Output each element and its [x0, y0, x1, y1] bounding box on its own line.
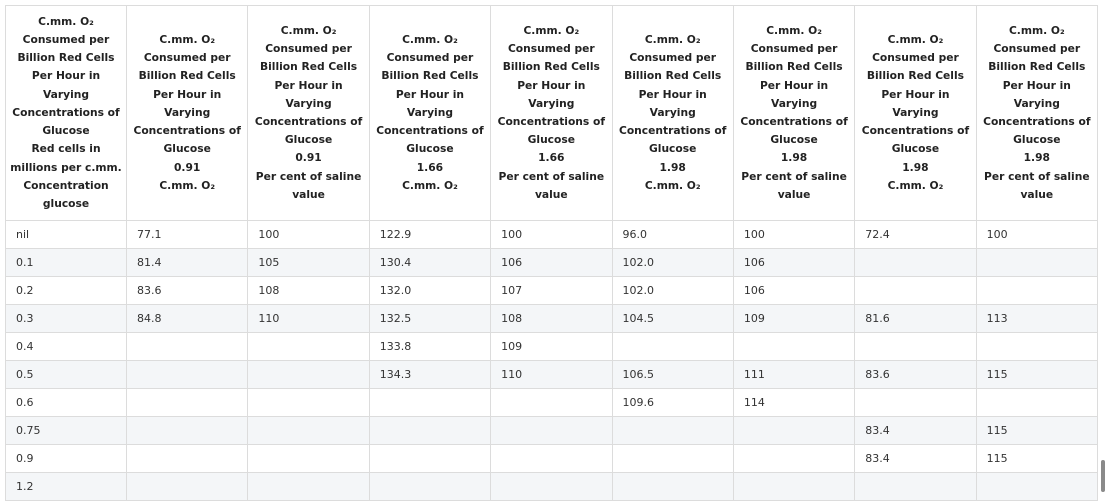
table-cell — [248, 473, 369, 501]
header-row — [6, 6, 1098, 221]
table-cell: 102.0 — [612, 277, 733, 305]
table-cell — [976, 333, 1097, 361]
column-header-1.98-cmm: C.mm. O₂ Consumed per Billion Red Cells Per Hour in Varying Concentrations of Glucose 1.98 C.mm. O₂ — [612, 6, 733, 221]
table-cell — [733, 333, 854, 361]
table-cell: 72.4 — [855, 221, 976, 249]
column-header-glucose-concentration: C.mm. O₂ Consumed per Billion Red Cells Per Hour in Varying Concentrations of Glucose Red cells in millions per c.mm. Concentration glucose — [6, 6, 127, 221]
row-label-cell: 0.4 — [6, 333, 127, 361]
table-cell: 77.1 — [127, 221, 248, 249]
table-cell — [491, 389, 612, 417]
table-cell — [855, 473, 976, 501]
table-cell — [855, 249, 976, 277]
table-cell: 110 — [248, 305, 369, 333]
table-cell: 83.4 — [855, 417, 976, 445]
row-label-cell: nil — [6, 221, 127, 249]
table-cell: 115 — [976, 417, 1097, 445]
row-label-cell: 0.6 — [6, 389, 127, 417]
table-cell — [369, 389, 490, 417]
table-row — [6, 473, 1098, 501]
table-cell — [733, 417, 854, 445]
table-cell: 130.4 — [369, 249, 490, 277]
data-table-container — [5, 5, 1097, 501]
table-cell: 134.3 — [369, 361, 490, 389]
table-cell — [248, 361, 369, 389]
table-cell — [248, 417, 369, 445]
table-cell — [612, 417, 733, 445]
table-cell — [248, 445, 369, 473]
table-cell — [127, 417, 248, 445]
table-row — [6, 221, 1098, 249]
table-cell: 122.9 — [369, 221, 490, 249]
table-cell — [976, 277, 1097, 305]
table-row — [6, 305, 1098, 333]
table-cell — [855, 277, 976, 305]
table-row — [6, 417, 1098, 445]
table-cell — [733, 445, 854, 473]
table-cell — [127, 333, 248, 361]
table-cell — [976, 389, 1097, 417]
table-cell: 108 — [491, 305, 612, 333]
column-header-1.66-cmm: C.mm. O₂ Consumed per Billion Red Cells Per Hour in Varying Concentrations of Glucose 1.66 C.mm. O₂ — [369, 6, 490, 221]
table-cell — [369, 473, 490, 501]
row-label-cell: 0.3 — [6, 305, 127, 333]
table-cell: 107 — [491, 277, 612, 305]
table-cell: 105 — [248, 249, 369, 277]
column-header-1.98-cmm-b: C.mm. O₂ Consumed per Billion Red Cells Per Hour in Varying Concentrations of Glucose 1.98 C.mm. O₂ — [855, 6, 976, 221]
table-cell: 100 — [733, 221, 854, 249]
table-cell: 132.0 — [369, 277, 490, 305]
table-row — [6, 361, 1098, 389]
table-cell: 83.6 — [127, 277, 248, 305]
row-label-cell: 0.5 — [6, 361, 127, 389]
table-body — [6, 221, 1098, 501]
row-label-cell: 0.9 — [6, 445, 127, 473]
table-cell: 100 — [248, 221, 369, 249]
table-cell: 108 — [248, 277, 369, 305]
table-row — [6, 445, 1098, 473]
table-cell — [248, 389, 369, 417]
table-cell — [127, 361, 248, 389]
table-cell — [127, 389, 248, 417]
row-label-cell: 0.75 — [6, 417, 127, 445]
table-cell — [612, 473, 733, 501]
table-cell: 106 — [491, 249, 612, 277]
table-cell — [612, 333, 733, 361]
table-cell: 109 — [733, 305, 854, 333]
table-cell: 83.4 — [855, 445, 976, 473]
table-row — [6, 333, 1098, 361]
table-row — [6, 249, 1098, 277]
column-header-1.66-percent: C.mm. O₂ Consumed per Billion Red Cells Per Hour in Varying Concentrations of Glucose 1.66 Per cent of saline value — [491, 6, 612, 221]
row-label-cell: 0.2 — [6, 277, 127, 305]
table-cell — [612, 445, 733, 473]
table-cell — [491, 417, 612, 445]
table-cell: 114 — [733, 389, 854, 417]
table-cell: 115 — [976, 445, 1097, 473]
table-cell: 100 — [976, 221, 1097, 249]
table-cell: 133.8 — [369, 333, 490, 361]
table-cell: 81.6 — [855, 305, 976, 333]
table-cell — [855, 333, 976, 361]
table-cell: 111 — [733, 361, 854, 389]
table-cell: 83.6 — [855, 361, 976, 389]
row-label-cell: 1.2 — [6, 473, 127, 501]
table-cell: 115 — [976, 361, 1097, 389]
oxygen-consumption-table — [5, 5, 1098, 501]
table-cell: 84.8 — [127, 305, 248, 333]
table-row — [6, 389, 1098, 417]
row-label-cell: 0.1 — [6, 249, 127, 277]
table-cell — [976, 249, 1097, 277]
column-header-0.91-percent: C.mm. O₂ Consumed per Billion Red Cells Per Hour in Varying Concentrations of Glucose 0.91 Per cent of saline value — [248, 6, 369, 221]
table-cell: 109 — [491, 333, 612, 361]
table-cell — [976, 473, 1097, 501]
column-header-0.91-cmm: C.mm. O₂ Consumed per Billion Red Cells Per Hour in Varying Concentrations of Glucose 0.91 C.mm. O₂ — [127, 6, 248, 221]
table-cell — [369, 417, 490, 445]
table-cell — [127, 473, 248, 501]
table-cell: 132.5 — [369, 305, 490, 333]
column-header-1.98-percent-b: C.mm. O₂ Consumed per Billion Red Cells Per Hour in Varying Concentrations of Glucose 1.98 Per cent of saline value — [976, 6, 1097, 221]
table-row — [6, 277, 1098, 305]
table-cell: 113 — [976, 305, 1097, 333]
table-cell: 100 — [491, 221, 612, 249]
table-cell: 109.6 — [612, 389, 733, 417]
table-header — [6, 6, 1098, 221]
table-cell: 102.0 — [612, 249, 733, 277]
table-cell — [491, 473, 612, 501]
scrollbar-handle[interactable] — [1101, 460, 1105, 492]
table-cell: 106 — [733, 249, 854, 277]
table-cell — [248, 333, 369, 361]
table-cell — [127, 445, 248, 473]
table-cell: 81.4 — [127, 249, 248, 277]
table-cell — [855, 389, 976, 417]
table-cell — [733, 473, 854, 501]
column-header-1.98-percent: C.mm. O₂ Consumed per Billion Red Cells Per Hour in Varying Concentrations of Glucose 1.98 Per cent of saline value — [733, 6, 854, 221]
table-cell: 110 — [491, 361, 612, 389]
table-cell: 106 — [733, 277, 854, 305]
table-cell: 106.5 — [612, 361, 733, 389]
table-cell: 96.0 — [612, 221, 733, 249]
table-cell — [369, 445, 490, 473]
table-cell: 104.5 — [612, 305, 733, 333]
table-cell — [491, 445, 612, 473]
